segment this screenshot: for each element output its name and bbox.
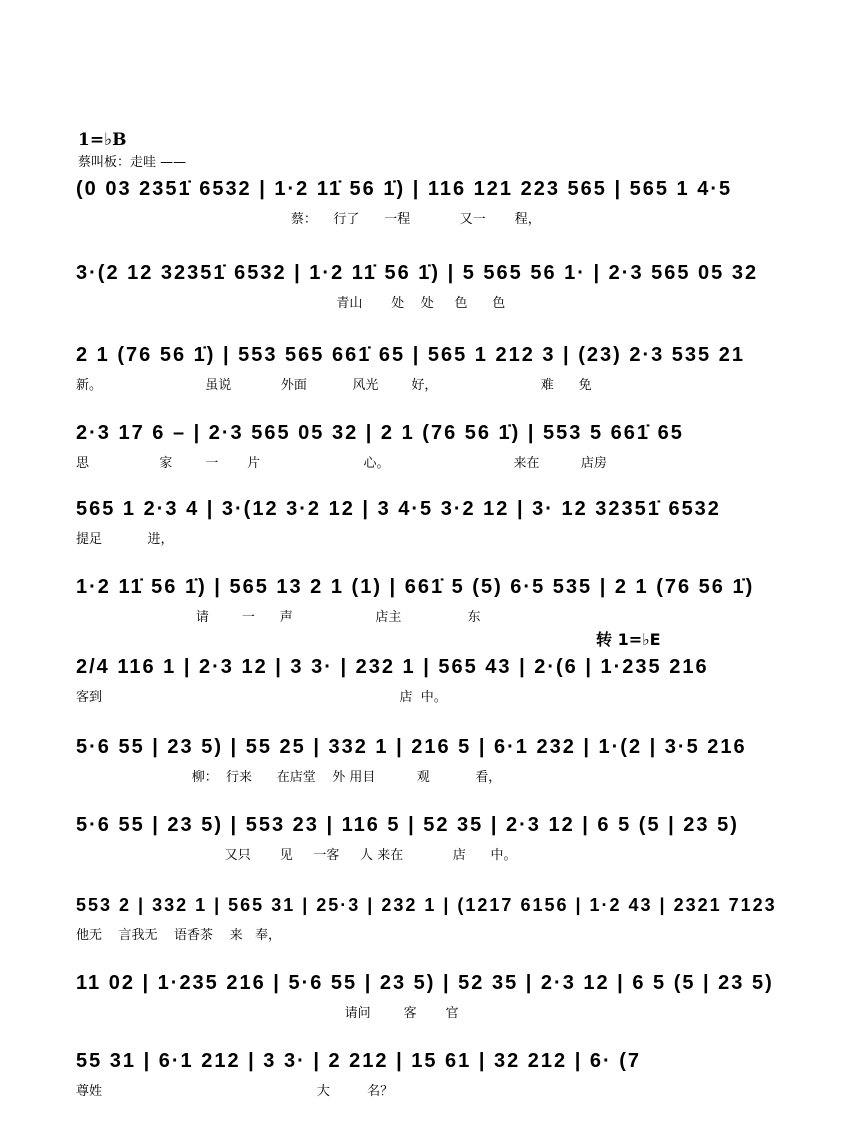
- notation: 2·3 17 6 – | 2·3 565 05 32 | 2 1 (76 56 1̇) | 553 5 661̇ 65: [76, 422, 684, 444]
- notation: 5·6 55 | 23 5) | 553 23 | 116 5 | 52 35 | 2·3 12 | 6 5 (5 | 23 5): [76, 814, 739, 836]
- score-line-2: [76, 256, 792, 326]
- lyrics: 思 家 一 片 心。 来在 店房: [76, 456, 607, 471]
- lyrics: 又只 见 一客 人 来在 店 中。: [76, 848, 517, 863]
- score-line-11: [76, 966, 792, 1036]
- lyrics: 青山 处 处 色 色: [76, 296, 506, 311]
- notation: 55 31 | 6·1 212 | 3 3· | 2 212 | 15 61 | 32 212 | 6· (7: [76, 1050, 641, 1072]
- lyrics: 请 一 声 店主 东: [76, 610, 481, 625]
- notation: 5·6 55 | 23 5) | 55 25 | 332 1 | 216 5 | 6·1 232 | 1·(2 | 3·5 216: [76, 736, 747, 758]
- notation: (0 03 2351̇ 6532 | 1·2 11̇ 56 1̇) | 116 121 223 565 | 565 1 4·5: [76, 178, 733, 200]
- lyrics: 客到 店 中。: [76, 690, 447, 705]
- lyrics: 蔡： 行了 一程 又一 程，: [76, 212, 541, 227]
- notation: 553 2 | 332 1 | 565 31 | 25·3 | 232 1 | (1217 6156 | 1·2 43 | 2321 7123: [76, 895, 777, 915]
- score-line-7: [76, 650, 792, 720]
- score-line-9: [76, 808, 792, 878]
- notation: 2 1 (76 56 1̇) | 553 565 661̇ 65 | 565 1 212 3 | (23) 2·3 535 21: [76, 344, 745, 366]
- notation: 3·(2 12 32351̇ 6532 | 1·2 11̇ 56 1̇) | 5 565 56 1· | 2·3 565 05 32: [76, 262, 759, 284]
- score-line-6: [76, 570, 792, 640]
- score-line-5: [76, 492, 792, 562]
- lyrics: 请问 客 官: [76, 1006, 459, 1021]
- score-line-12: [76, 1044, 792, 1114]
- lyrics: 他无 言我无 语香茶 来 奉，: [76, 928, 281, 943]
- key-change: 转 1=♭E: [596, 630, 661, 649]
- score-line-10: [76, 888, 792, 958]
- lyrics: 尊姓 大 名？: [76, 1084, 394, 1099]
- notation: 2/4 116 1 | 2·3 12 | 3 3· | 232 1 | 565 43 | 2·(6 | 1·235 216: [76, 656, 709, 678]
- score-line-4: [76, 416, 792, 486]
- score-line-3: [76, 338, 792, 408]
- notation: 565 1 2·3 4 | 3·(12 3·2 12 | 3 4·5 3·2 12 | 3· 12 32351̇ 6532: [76, 498, 721, 520]
- score-line-1: [76, 172, 792, 242]
- key-signature: 1=♭B: [78, 130, 127, 150]
- notation: 11 02 | 1·235 216 | 5·6 55 | 23 5) | 52 35 | 2·3 12 | 6 5 (5 | 23 5): [76, 972, 774, 994]
- lyrics: 新。 虽说 外面 风光 好， 难 免: [76, 378, 592, 393]
- score-line-8: [76, 730, 792, 800]
- lyrics: 柳： 行来 在店堂 外 用目 观 看，: [76, 770, 502, 785]
- tempo-marking: 蔡叫板：走哇 ——: [78, 155, 187, 170]
- notation: 1·2 11̇ 56 1̇) | 565 13 2 1 (1) | 661̇ 5 (5) 6·5 535 | 2 1 (76 56 1̇): [76, 576, 755, 598]
- lyrics: 提足 进，: [76, 532, 174, 547]
